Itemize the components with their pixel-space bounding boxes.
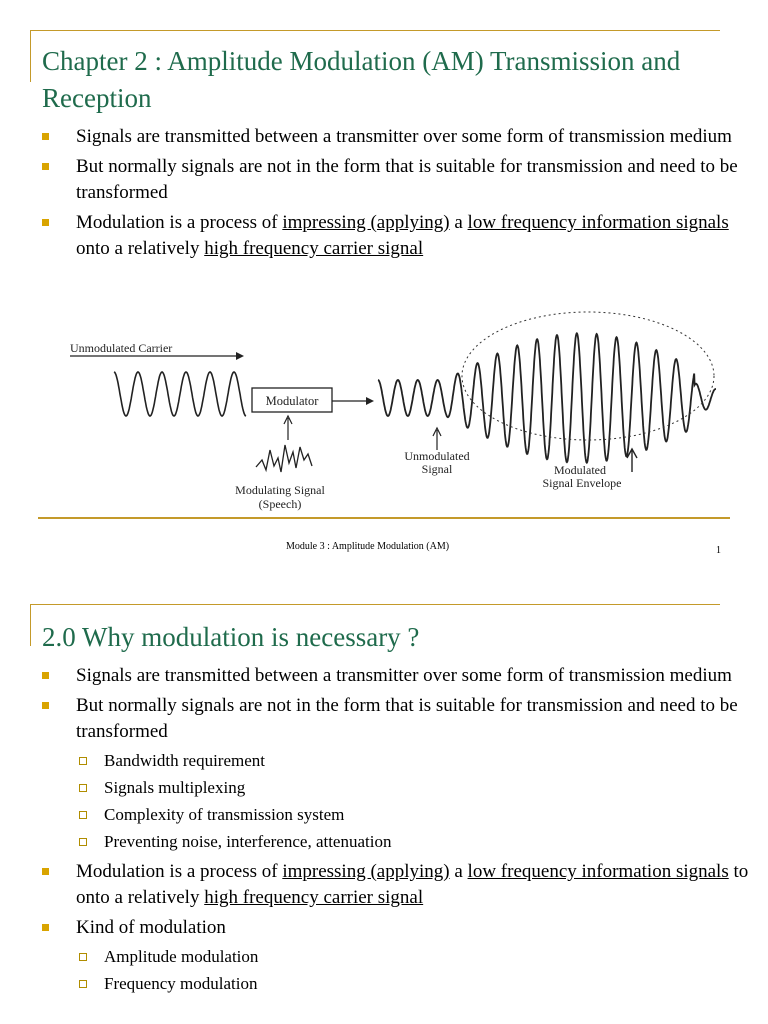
underlined-term: impressing (applying) <box>282 212 450 233</box>
title-accent-horizontal <box>30 30 720 31</box>
sub-bullet-text: Bandwidth requirement <box>104 751 265 770</box>
sub-bullet-marker <box>79 784 87 792</box>
sub-bullet-text: Signals multiplexing <box>104 778 246 797</box>
modulator-label: Modulator <box>265 394 319 408</box>
bullet-text: But normally signals are not in the form that is suitable for transmission and need to be transformed <box>76 695 738 742</box>
sub-bullet-text: Amplitude modulation <box>104 947 259 966</box>
slide-title: Chapter 2 : Amplitude Modulation (AM) Transmission and Reception <box>42 46 681 113</box>
bullet-text: a <box>449 861 468 882</box>
list-item <box>38 663 750 689</box>
sub-bullet-marker <box>79 811 87 819</box>
output-arrowhead <box>366 397 374 405</box>
title-accent-vertical <box>30 604 31 646</box>
sub-list-item <box>76 943 750 970</box>
page-number: 1 <box>716 545 721 556</box>
list-item <box>38 859 750 911</box>
bullet-text: Signals are transmitted between a transmitter over some form of transmission medium <box>76 665 732 686</box>
bullet-marker <box>42 702 49 709</box>
footer-divider <box>38 517 730 519</box>
sub-bullet-marker <box>79 980 87 988</box>
modulated-label: Modulated <box>554 463 606 477</box>
bullet-text-start: Modulation is a process of <box>76 861 283 882</box>
underlined-term: low frequency information signals <box>467 861 729 882</box>
bullet-list <box>38 663 750 1001</box>
list-item <box>38 693 750 855</box>
sub-list-item <box>76 828 750 855</box>
am-modulation-diagram <box>66 300 746 515</box>
sub-list-item <box>76 747 750 774</box>
bullet-marker <box>42 672 49 679</box>
modulating-signal-label: Modulating Signal <box>235 483 325 497</box>
sub-bullet-text: Complexity of transmission system <box>104 805 345 824</box>
bullet-list <box>38 124 750 266</box>
underlined-term: impressing (applying) <box>282 861 450 882</box>
signal-envelope-label: Signal Envelope <box>542 476 622 490</box>
slide-2 <box>0 575 768 1024</box>
title-accent-vertical <box>30 30 31 82</box>
unmodulated-label: Unmodulated <box>404 449 470 463</box>
bullet-text: onto a relatively <box>76 238 205 259</box>
unmodulated-carrier-label: Unmodulated Carrier <box>70 341 173 355</box>
speech-signal-wave <box>256 445 312 472</box>
sub-bullet-marker <box>79 953 87 961</box>
sub-bullet-marker <box>79 838 87 846</box>
underlined-term: high frequency carrier signal <box>204 887 424 908</box>
carrier-arrowhead <box>236 352 244 360</box>
list-item <box>38 915 750 997</box>
list-item <box>38 124 750 150</box>
bullet-marker <box>42 924 49 931</box>
sub-list-item <box>76 774 750 801</box>
modulated-wave <box>378 333 716 462</box>
bullet-text: a <box>449 212 468 233</box>
bullet-marker <box>42 868 49 875</box>
bullet-marker <box>42 163 49 170</box>
bullet-marker <box>42 219 49 226</box>
sub-list <box>76 943 750 997</box>
underlined-term: low frequency information signals <box>467 212 729 233</box>
sub-bullet-marker <box>79 757 87 765</box>
bullet-text-start: Modulation is a process of <box>76 212 283 233</box>
bullet-text: Signals are transmitted between a transmitter over some form of transmission medium <box>76 126 732 147</box>
footer-module-text: Module 3 : Amplitude Modulation (AM) <box>286 541 450 552</box>
sub-bullet-text: Preventing noise, interference, attenuation <box>104 832 392 851</box>
bullet-marker <box>42 133 49 140</box>
bullet-text: But normally signals are not in the form that is suitable for transmission and need to be transformed <box>76 156 738 203</box>
sub-list-item <box>76 970 750 997</box>
signal-label: Signal <box>421 462 453 476</box>
speech-label: (Speech) <box>258 497 302 511</box>
sub-list <box>76 747 750 855</box>
underlined-term: high frequency carrier signal <box>204 238 424 259</box>
list-item <box>38 210 750 262</box>
list-item <box>38 154 750 206</box>
sub-bullet-text: Frequency modulation <box>104 974 258 993</box>
title-accent-horizontal <box>30 604 720 605</box>
bullet-text: to onto a relatively <box>76 861 749 908</box>
slide-title: 2.0 Why modulation is necessary ? <box>42 622 420 652</box>
bullet-text: Kind of modulation <box>76 917 226 938</box>
sub-list-item <box>76 801 750 828</box>
carrier-wave <box>114 372 246 416</box>
